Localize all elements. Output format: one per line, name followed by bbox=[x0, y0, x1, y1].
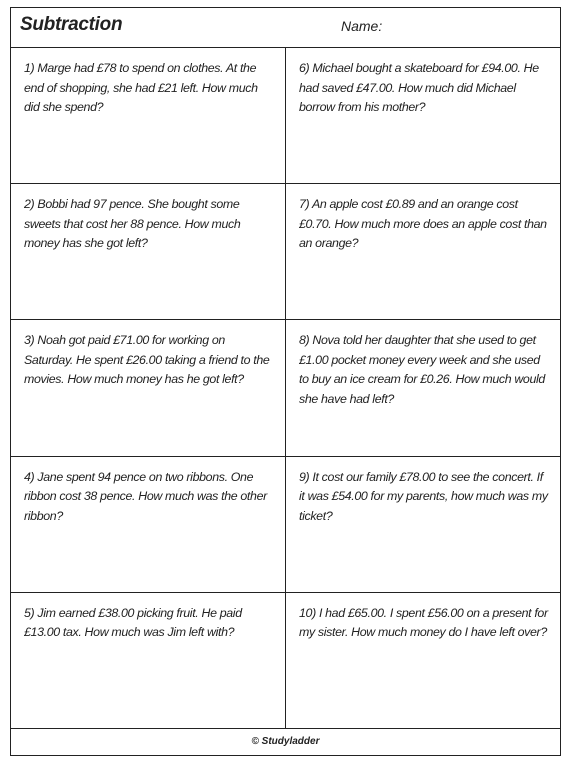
question-5: 5) Jim earned £38.00 picking fruit. He paid £13.00 tax. How much was Jim left with? bbox=[11, 593, 286, 729]
worksheet bbox=[10, 7, 561, 756]
worksheet-header bbox=[11, 8, 560, 48]
footer-copyright: © Studyladder bbox=[251, 736, 320, 747]
question-10: 10) I had £65.00. I spent £56.00 on a present for my sister. How much money do I have left over? bbox=[286, 593, 560, 729]
question-1: 1) Marge had £78 to spend on clothes. At the end of shopping, she had £21 left. How much did she spend? bbox=[11, 48, 286, 184]
worksheet-title: Subtraction bbox=[20, 14, 123, 35]
question-7: 7) An apple cost £0.89 and an orange cost £0.70. How much more does an apple cost than an orange? bbox=[286, 184, 560, 320]
question-2: 2) Bobbi had 97 pence. She bought some sweets that cost her 88 pence. How much money has she got left? bbox=[11, 184, 286, 320]
question-9: 9) It cost our family £78.00 to see the concert. If it was £54.00 for my parents, how much was my ticket? bbox=[286, 457, 560, 593]
question-grid bbox=[11, 48, 560, 729]
question-6: 6) Michael bought a skateboard for £94.00. He had saved £47.00. How much did Michael borrow from his mother? bbox=[286, 48, 560, 184]
question-4: 4) Jane spent 94 pence on two ribbons. One ribbon cost 38 pence. How much was the other ribbon? bbox=[11, 457, 286, 593]
question-8: 8) Nova told her daughter that she used to get £1.00 pocket money every week and she used to buy an ice cream for £0.26. How much would she have had left? bbox=[286, 320, 560, 456]
question-3: 3) Noah got paid £71.00 for working on Saturday. He spent £26.00 taking a friend to the movies. How much money has he got left? bbox=[11, 320, 286, 456]
name-label: Name: bbox=[341, 18, 383, 34]
